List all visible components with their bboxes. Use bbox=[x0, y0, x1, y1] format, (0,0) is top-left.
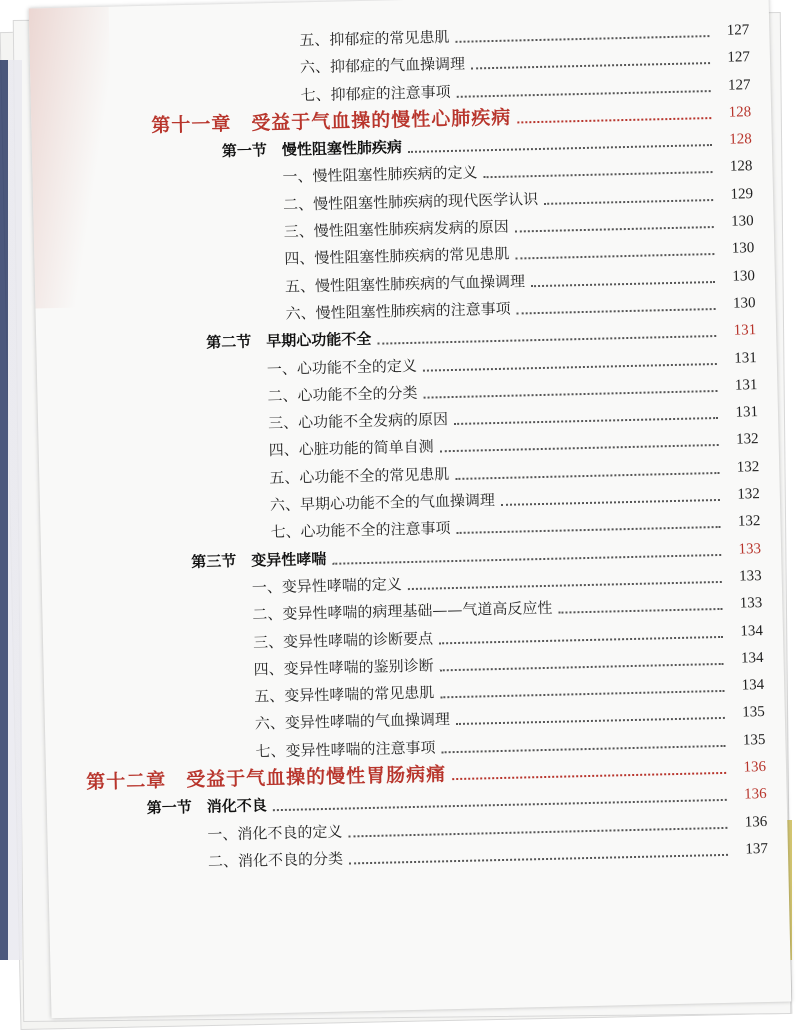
toc-leader-dots bbox=[515, 253, 714, 260]
toc-page-number: 134 bbox=[741, 677, 765, 694]
toc-leader-dots bbox=[440, 663, 724, 671]
toc-item-title: 五、心功能不全的常见患肌 bbox=[269, 464, 450, 487]
toc-page-number: 130 bbox=[732, 295, 756, 312]
toc-item-title: 三、慢性阻塞性肺疾病发病的原因 bbox=[283, 217, 509, 241]
toc-chapter-title: 第十二章 受益于气血操的慢性胃肠病痛 bbox=[85, 763, 447, 794]
toc-section-title: 第一节 慢性阻塞性肺疾病 bbox=[221, 138, 403, 161]
toc-item-title: 六、抑郁症的气血操调理 bbox=[299, 54, 466, 77]
toc-leader-dots bbox=[558, 608, 722, 614]
toc-item-title: 二、变异性哮喘的病理基础——气道高反应性 bbox=[252, 599, 553, 624]
toc-page-number: 136 bbox=[743, 786, 767, 803]
toc-page-number: 127 bbox=[727, 76, 751, 94]
toc-page-number: 135 bbox=[742, 704, 765, 721]
toc-page-number: 134 bbox=[740, 649, 764, 667]
toc-item-title: 三、变异性哮喘的诊断要点 bbox=[252, 629, 434, 652]
toc-item-title: 一、消化不良的定义 bbox=[207, 822, 343, 844]
toc-leader-dots bbox=[332, 554, 721, 565]
toc-page-number: 133 bbox=[739, 595, 763, 612]
toc-leader-dots bbox=[439, 635, 723, 643]
toc-leader-dots bbox=[544, 199, 713, 205]
toc-leader-dots bbox=[442, 745, 726, 753]
toc-page-number: 128 bbox=[729, 158, 753, 176]
toc-item-title: 六、慢性阻塞性肺疾病的注意事项 bbox=[285, 299, 511, 323]
toc-item-title: 四、心脏功能的简单自测 bbox=[268, 437, 434, 460]
toc-page bbox=[29, 0, 792, 1018]
toc-leader-dots bbox=[515, 226, 714, 233]
toc-page-number: 135 bbox=[742, 731, 766, 749]
toc-leader-dots bbox=[348, 826, 727, 837]
toc-item-title: 一、慢性阻塞性肺疾病的定义 bbox=[282, 163, 478, 187]
toc-page-number: 131 bbox=[733, 322, 757, 339]
toc-page-number: 127 bbox=[727, 49, 751, 66]
toc-leader-dots bbox=[456, 717, 725, 725]
toc-item-title: 二、心功能不全的分类 bbox=[267, 383, 418, 406]
toc-page-number: 136 bbox=[743, 759, 767, 776]
table-of-contents bbox=[29, 20, 788, 883]
toc-leader-dots bbox=[455, 35, 709, 43]
toc-section-title: 第一节 消化不良 bbox=[146, 796, 268, 818]
toc-page-number: 128 bbox=[729, 131, 752, 148]
toc-chapter-title: 第十一章 受益于气血操的慢性心肺疾病 bbox=[151, 106, 512, 137]
toc-item-title: 二、慢性阻塞性肺疾病的现代医学认识 bbox=[282, 189, 539, 214]
toc-leader-dots bbox=[501, 499, 720, 506]
toc-leader-dots bbox=[424, 390, 718, 399]
toc-leader-dots bbox=[484, 172, 713, 179]
toc-page-number: 133 bbox=[738, 540, 762, 558]
toc-page-number: 132 bbox=[736, 458, 760, 476]
toc-leader-dots bbox=[349, 854, 728, 865]
toc-page-number: 130 bbox=[730, 213, 754, 230]
toc-leader-dots bbox=[457, 526, 721, 534]
toc-page-number: 132 bbox=[737, 486, 761, 503]
toc-page-number: 130 bbox=[732, 267, 756, 285]
toc-section-title: 第二节 早期心功能不全 bbox=[206, 330, 372, 352]
toc-item-title: 六、早期心功能不全的气血操调理 bbox=[269, 491, 496, 515]
toc-page-number: 133 bbox=[739, 567, 762, 585]
toc-section-title: 第三节 变异性哮喘 bbox=[191, 549, 327, 571]
toc-page-number: 132 bbox=[737, 513, 761, 530]
toc-page-number: 136 bbox=[744, 813, 768, 831]
toc-item-title: 四、慢性阻塞性肺疾病的常见患肌 bbox=[284, 245, 510, 269]
toc-item-title: 七、抑郁症的注意事项 bbox=[300, 82, 451, 104]
book-edge-left bbox=[0, 60, 22, 960]
toc-page-number: 131 bbox=[735, 404, 759, 421]
toc-item-title: 一、变异性哮喘的定义 bbox=[251, 575, 403, 597]
toc-item-title: 五、抑郁症的常见患肌 bbox=[299, 27, 450, 50]
toc-item-title: 七、心功能不全的注意事项 bbox=[270, 519, 451, 542]
toc-leader-dots bbox=[454, 417, 718, 425]
toc-leader-dots bbox=[440, 444, 719, 452]
toc-leader-dots bbox=[408, 581, 722, 590]
toc-leader-dots bbox=[452, 772, 726, 780]
toc-item-title: 五、变异性哮喘的常见患肌 bbox=[254, 683, 435, 706]
toc-leader-dots bbox=[517, 117, 711, 123]
toc-page-number: 128 bbox=[728, 104, 752, 121]
toc-item-title: 三、心功能不全发病的原因 bbox=[267, 410, 449, 433]
toc-leader-dots bbox=[471, 62, 710, 69]
toc-page-number: 127 bbox=[726, 22, 750, 39]
toc-page-number: 131 bbox=[734, 376, 758, 394]
toc-leader-dots bbox=[440, 690, 724, 698]
toc-item-title: 二、消化不良的分类 bbox=[207, 849, 344, 871]
toc-page-number: 134 bbox=[740, 622, 764, 640]
toc-item-title: 四、变异性哮喘的鉴别诊断 bbox=[253, 656, 434, 679]
toc-item-title: 五、慢性阻塞性肺疾病的气血操调理 bbox=[284, 272, 526, 296]
toc-leader-dots bbox=[273, 799, 727, 811]
toc-leader-dots bbox=[457, 90, 711, 98]
toc-item-title: 一、心功能不全的定义 bbox=[266, 356, 418, 378]
toc-page-number: 129 bbox=[730, 185, 754, 203]
toc-leader-dots bbox=[377, 335, 716, 345]
toc-leader-dots bbox=[423, 363, 717, 372]
toc-page-number: 131 bbox=[734, 349, 757, 367]
toc-leader-dots bbox=[408, 144, 712, 153]
toc-page-number: 137 bbox=[745, 840, 769, 858]
toc-page-number: 130 bbox=[731, 240, 755, 258]
toc-item-title: 七、变异性哮喘的注意事项 bbox=[255, 738, 436, 761]
toc-leader-dots bbox=[517, 308, 716, 315]
toc-leader-dots bbox=[455, 472, 719, 480]
toc-leader-dots bbox=[531, 281, 715, 287]
toc-item-title: 六、变异性哮喘的气血操调理 bbox=[254, 710, 451, 733]
toc-page-number: 132 bbox=[735, 431, 759, 449]
